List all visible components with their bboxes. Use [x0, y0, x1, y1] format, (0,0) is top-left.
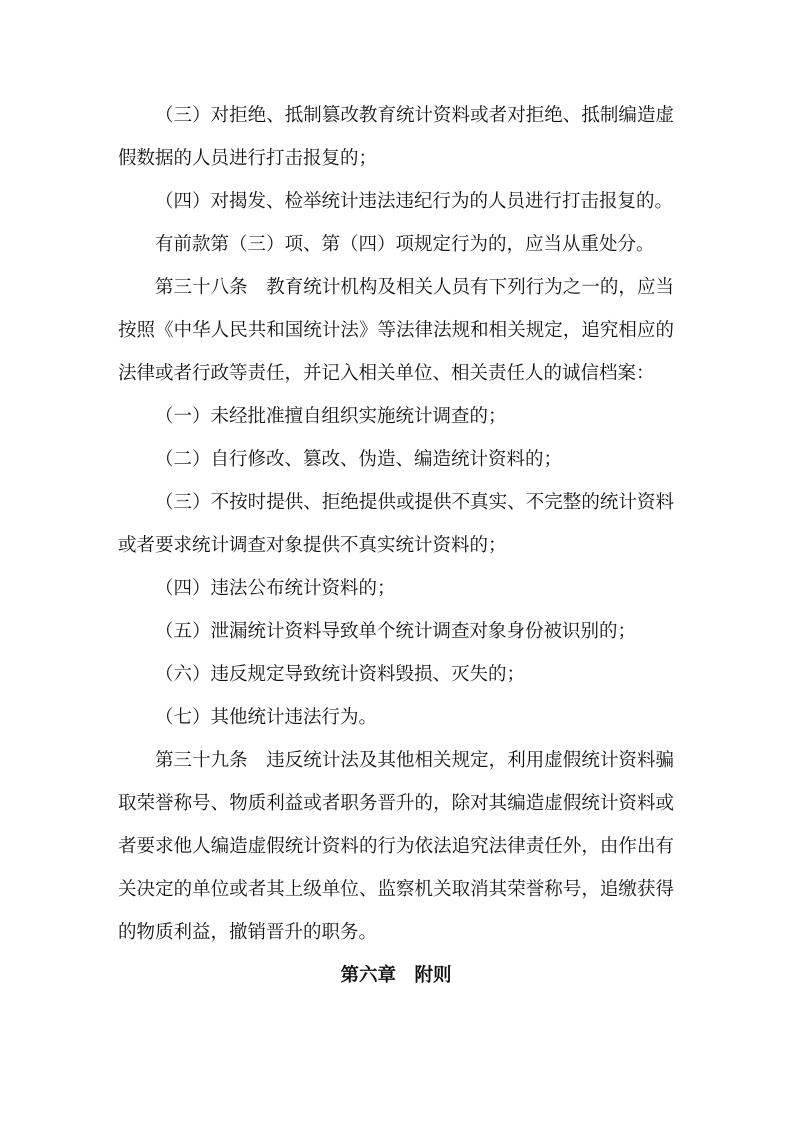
paragraph-article-38-item-1: （一）未经批准擅自组织实施统计调查的；	[155, 406, 507, 427]
paragraph-aggravation-clause: 有前款第（三）项、第（四）项规定行为的，应当从重处分。	[155, 234, 655, 255]
chapter-heading: 第六章 附则	[340, 965, 452, 986]
paragraph-item-3: （三）对拒绝、抵制篡改教育统计资料或者对拒绝、抵制编造虚假数据的人员进行打击报复的；	[118, 105, 674, 169]
paragraph-article-38: 第三十八条 教育统计机构及相关人员有下列行为之一的，应当按照《中华人民共和国统计法》等法律法规和相关规定，追究相应的法律或者行政等责任，并记入相关单位、相关责任人的诚信档案：	[118, 277, 674, 384]
paragraph-article-38-item-5: （五）泄漏统计资料导致单个统计调查对象身份被识别的；	[155, 621, 637, 642]
paragraph-article-38-item-7: （七）其他统计违法行为。	[155, 707, 378, 728]
paragraph-article-38-item-3: （三）不按时提供、拒绝提供或提供不真实、不完整的统计资料或者要求统计调查对象提供不真实统计资料的；	[118, 492, 674, 556]
paragraph-article-39: 第三十九条 违反统计法及其他相关规定，利用虚假统计资料骗取荣誉称号、物质利益或者职务晋升的，除对其编造虚假统计资料或者要求他人编造虚假统计资料的行为依法追究法律责任外，由作出有关决定的单位或者其上级单位、监察机关取消其荣誉称号，追缴获得的物质利益，撤销晋升的职务。	[118, 750, 674, 943]
paragraph-item-4: （四）对揭发、检举统计违法违纪行为的人员进行打击报复的。	[155, 191, 674, 212]
document-body	[118, 94, 674, 997]
paragraph-article-38-item-6: （六）违反规定导致统计资料毁损、灭失的；	[155, 664, 526, 685]
paragraph-article-38-item-4: （四）违法公布统计资料的；	[155, 578, 396, 599]
paragraph-article-38-item-2: （二）自行修改、篡改、伪造、编造统计资料的；	[155, 449, 563, 470]
